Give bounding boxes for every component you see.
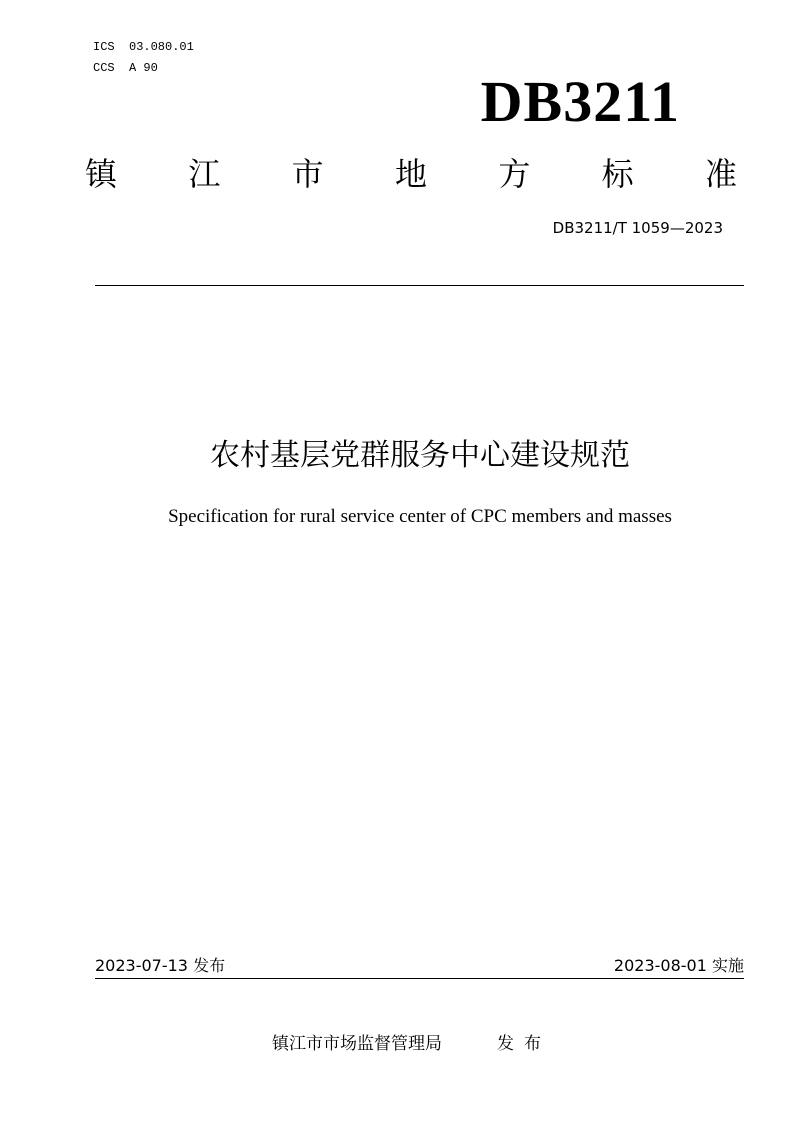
standard-type-char: 市: [291, 155, 324, 193]
standard-number: DB3211/T 1059—2023: [552, 219, 723, 237]
standard-type-char: 准: [704, 155, 737, 193]
issuing-authority: 镇江市市场监督管理局: [272, 1034, 442, 1054]
footer-divider: [95, 978, 744, 979]
standard-type-char: 方: [498, 155, 531, 193]
publish-date: 2023-07-13 发布: [95, 956, 226, 975]
standard-type-char: 江: [188, 155, 221, 193]
standard-type-char: 镇: [85, 155, 118, 193]
document-title-chinese: 农村基层党群服务中心建设规范: [210, 438, 630, 473]
ics-code: ICS 03.080.01: [93, 40, 194, 54]
ccs-code: CCS A 90: [93, 61, 158, 75]
standard-type-char: 标: [601, 155, 634, 193]
implementation-date: 2023-08-01 实施: [613, 956, 744, 975]
standard-type-char: 地: [394, 155, 427, 193]
issue-label: 发布: [497, 1034, 551, 1054]
header-divider: [95, 285, 744, 286]
standard-type-title: [85, 152, 737, 196]
document-title-english: Specification for rural service center of CPC members and masses: [168, 506, 672, 527]
db-standard-mark: DB3211: [480, 69, 680, 134]
